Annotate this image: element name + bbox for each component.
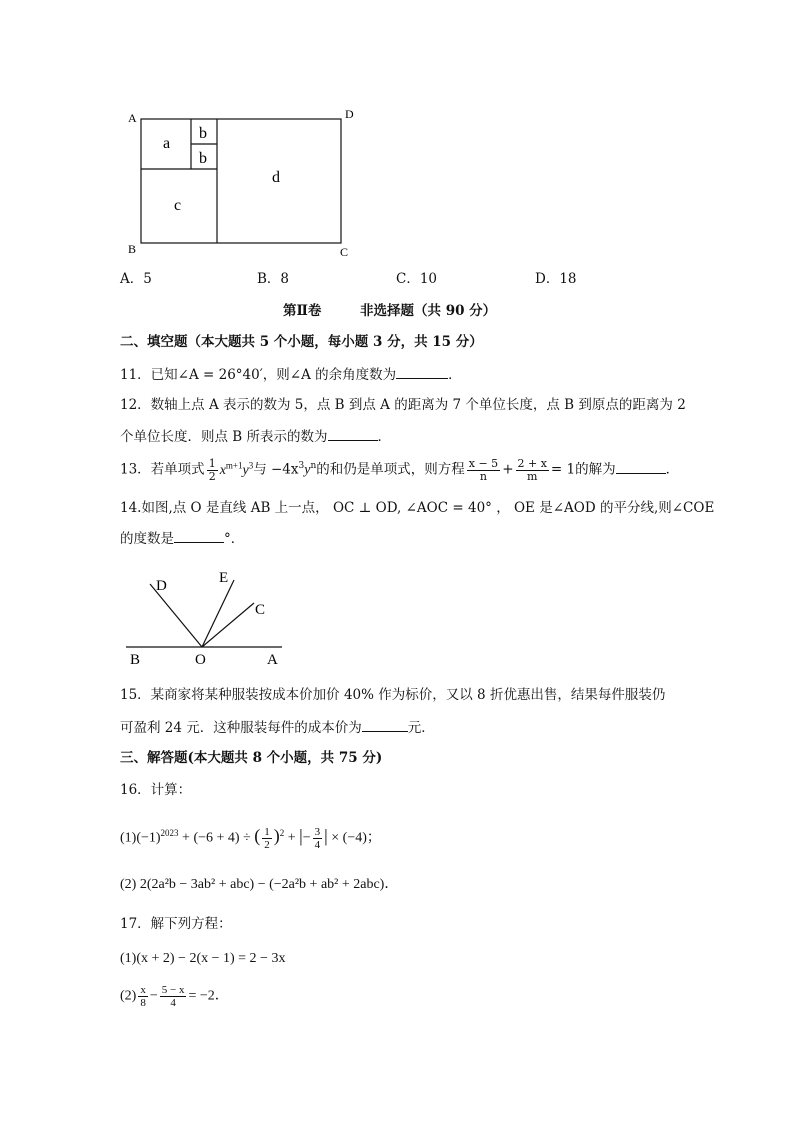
q14-line1: 14.如图,点 O 是直线 AB 上一点， OC ⊥ OD, ∠AOC = 40° ， OE 是∠AOD 的平分线,则∠COE <box>120 500 715 516</box>
question-11 <box>120 365 462 384</box>
q16-p1-d: × (−4)； <box>327 830 381 846</box>
point-label-c: C <box>255 602 266 618</box>
section-part-label: 第Ⅱ卷 <box>283 303 322 319</box>
q13-plus: + <box>502 461 514 478</box>
q16-abs-num: 3 <box>314 825 321 838</box>
q13-f1-den: n <box>479 469 488 483</box>
question-12-line2 <box>120 427 391 446</box>
q17-part1: (1)(x + 2) − 2(x − 1) = 2 − 3x <box>120 951 286 966</box>
question-14-line2 <box>120 529 244 548</box>
q17-title: 17．解下列方程： <box>120 916 232 932</box>
q16-p1-a-sup: 2023 <box>160 828 179 838</box>
q11-answer-blank[interactable] <box>396 365 448 379</box>
outer-rectangle <box>141 119 341 243</box>
q17-f1-den: 8 <box>140 997 146 1009</box>
q11-suffix: ． <box>448 367 462 383</box>
q12-suffix: ． <box>377 429 392 445</box>
q13-answer-blank[interactable] <box>616 460 666 474</box>
q16-p1-c: + <box>284 830 300 846</box>
q16-half-den: 2 <box>264 838 270 851</box>
q14-answer-blank[interactable] <box>174 529 224 543</box>
section-part-title: 非选择题（共 90 分） <box>360 303 497 319</box>
point-label-a: A <box>267 652 278 668</box>
q13-coef-num: 1 <box>208 456 216 470</box>
q16-title: 16．计算： <box>120 782 192 798</box>
q17-p2-prefix: (2) <box>120 988 137 1004</box>
region-label-c: c <box>174 197 182 214</box>
vertex-label-b: B <box>128 242 137 256</box>
q14-line2-text: 的度数是 <box>120 531 174 547</box>
vertex-label-a: A <box>128 111 137 125</box>
solve-section-title: 三、解答题(本大题共 8 个小题，共 75 分) <box>120 750 383 766</box>
option-c: C．10 <box>396 271 438 287</box>
q15-line2-text: 可盈利 24 元．这种服装每件的成本价为 <box>120 720 362 736</box>
q13-eq-fraction-1 <box>467 458 500 483</box>
q15-answer-blank[interactable] <box>362 718 408 732</box>
q13-mono2-y: y <box>304 462 311 478</box>
region-label-d: d <box>272 169 280 186</box>
q16-abs-fraction <box>313 826 323 851</box>
q13-coef-fraction <box>207 458 218 483</box>
angle-figure <box>120 565 290 670</box>
q17-f1-num: x <box>140 984 146 996</box>
q13-mono2-ysup: n <box>310 461 317 472</box>
vertex-label-c: C <box>340 245 349 259</box>
q16-p1-b-sup: 2 <box>279 828 285 838</box>
q13-mid: 与 −4x <box>253 461 299 478</box>
q16-half-fraction <box>262 826 272 851</box>
q13-prefix: 13．若单项式 <box>120 461 205 478</box>
option-b: B．8 <box>257 271 290 287</box>
q13-mid2: 的和仍是单项式，则方程 <box>316 461 465 478</box>
q13-f2-den: m <box>526 469 538 483</box>
ray-oe <box>202 580 234 647</box>
point-label-e: E <box>219 570 229 586</box>
fill-blank-title: 二、填空题（本大题共 5 个小题，每小题 3 分，共 15 分） <box>120 334 483 350</box>
point-label-b: B <box>130 652 141 668</box>
q13-coef-den: 2 <box>208 469 216 483</box>
q17-part2 <box>120 984 229 1009</box>
region-label-b-top: b <box>199 125 207 142</box>
q13-eq-fraction-2 <box>516 458 549 483</box>
region-label-b-bottom: b <box>199 150 207 167</box>
option-a: A．5 <box>120 271 152 287</box>
vertex-label-d: D <box>345 107 354 121</box>
q16-part1: $(1)(-1)^{2023} + (-6 + 4)$ ÷ ( $\frac{1}{2}$ )$^2$ + |− $\frac{3}{4}$ | × (−4)； <box>120 825 381 851</box>
point-label-d: D <box>156 578 167 594</box>
q13-eq: = 1的解为 <box>550 461 616 478</box>
q15-suffix: 元． <box>407 720 435 736</box>
q13-mono1-y: y <box>242 462 249 478</box>
question-15-line2 <box>120 718 435 737</box>
q14-suffix: °． <box>224 531 245 547</box>
q16-half-num: 1 <box>264 825 270 838</box>
rectangle-figure <box>120 100 370 265</box>
q13-f2-num: 2 + x <box>517 456 547 470</box>
q17-f2-num: 5 − x <box>161 984 185 996</box>
q16-abs-den: 4 <box>314 838 321 851</box>
q17-fraction-1 <box>138 984 148 1009</box>
ray-oc <box>202 603 254 647</box>
q13-suffix: ． <box>665 461 680 478</box>
q16-p1-b: + (−6 + 4) ÷ <box>178 830 255 846</box>
q13-mono2-xsup: 3 <box>298 461 305 472</box>
q12-line1: 12．数轴上点 A 表示的数为 5，点 B 到点 A 的距离为 7 个单位长度，点 B 到原点的距离为 2 <box>120 397 686 413</box>
q13-mono1-x: x <box>219 462 226 478</box>
q16-p1-a: (1)(−1) <box>120 830 161 846</box>
q16-part2: (2) 2(2a²b − 3ab² + abc) − (−2a²b + ab² + 2abc)． <box>120 877 399 892</box>
q11-text: 11．已知∠A = 26°40′，则∠A 的余角度数为 <box>120 367 397 383</box>
q17-f2-den: 4 <box>170 997 176 1009</box>
point-label-o: O <box>195 652 206 668</box>
q17-eq: = −2． <box>188 988 229 1004</box>
option-d: D．18 <box>535 271 577 287</box>
q13-mono1-ysup: 3 <box>248 460 254 470</box>
q12-answer-blank[interactable] <box>328 427 378 441</box>
region-label-a: a <box>163 135 171 152</box>
q12-line2-text: 个单位长度．则点 B 所表示的数为 <box>120 429 328 445</box>
q13-mono1-xsup: m+1 <box>225 460 243 470</box>
question-13 <box>120 456 679 483</box>
q17-fraction-2 <box>160 984 187 1009</box>
q17-minus: − <box>149 988 158 1004</box>
q13-f1-num: x − 5 <box>468 456 499 470</box>
q15-line1: 15．某商家将某种服装按成本价加价 40% 作为标价，又以 8 折优惠出售，结果每件服装仍 <box>120 687 666 703</box>
